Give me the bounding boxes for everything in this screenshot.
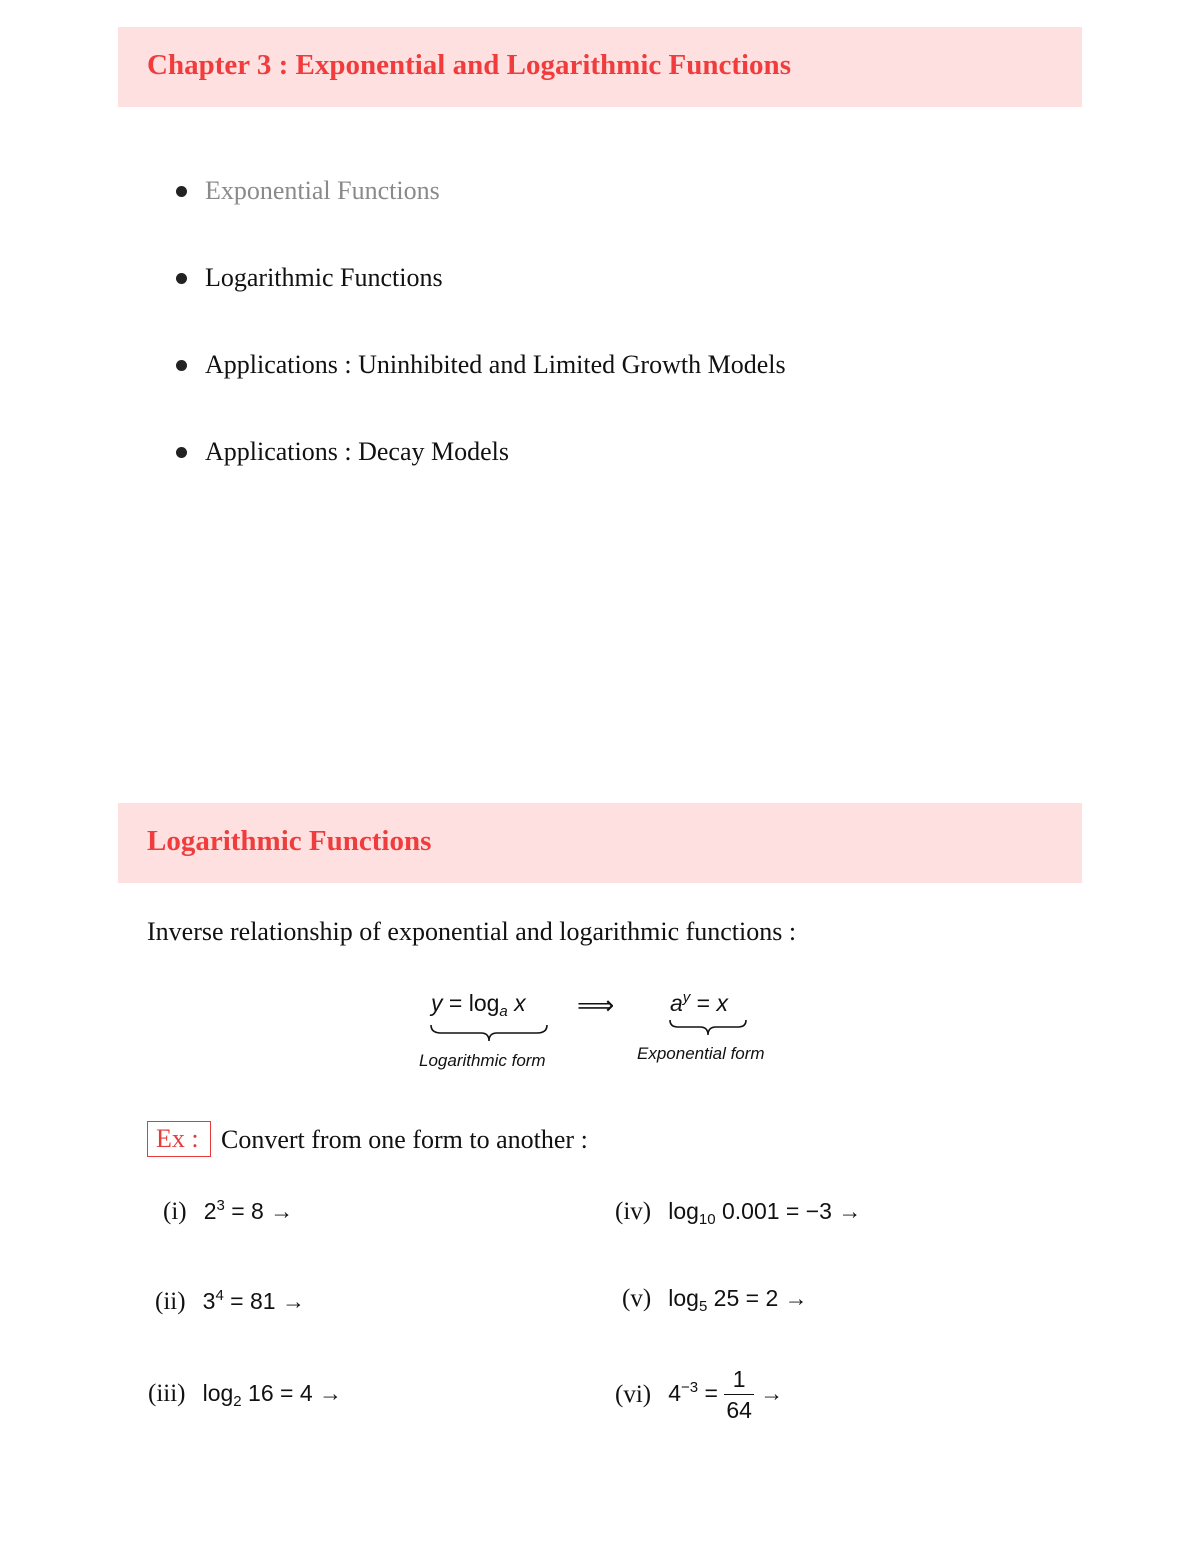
example-tag <box>147 1121 211 1157</box>
section-title: Logarithmic Functions <box>147 825 432 857</box>
log-form-brace-icon <box>429 1022 549 1044</box>
bullet-decay-models <box>176 437 509 467</box>
problem-iv <box>615 1198 861 1226</box>
exp-form-brace-icon <box>668 1017 748 1039</box>
bullet-label: Applications : Uninhibited and Limited Growth Models <box>205 350 786 379</box>
bullet-dot-icon <box>176 273 187 284</box>
problem-number: (i) <box>163 1198 187 1225</box>
problem-expression: $\log_5 25 = 2$ → <box>668 1285 808 1315</box>
bullet-logarithmic-functions <box>176 263 443 293</box>
bullet-dot-icon <box>176 360 187 371</box>
problem-iii <box>148 1380 342 1408</box>
bullet-label: Applications : Decay Models <box>205 437 509 466</box>
bullet-label: Exponential Functions <box>205 176 440 205</box>
log-form-label: Logarithmic form <box>419 1051 546 1070</box>
exp-form-label: Exponential form <box>637 1044 765 1063</box>
problem-number: (ii) <box>155 1288 186 1315</box>
bullet-growth-models <box>176 350 786 380</box>
problem-expression: $4^{-3}$ = $\frac{1}{64}$ → <box>668 1366 784 1423</box>
intro-text: Inverse relationship of exponential and logarithmic functions : <box>147 917 797 946</box>
problem-vi <box>615 1364 783 1425</box>
bullet-dot-icon <box>176 186 187 197</box>
problem-number: (v) <box>622 1285 652 1312</box>
section-header <box>118 803 1082 883</box>
log-form-equation: $y = \log_a x$ <box>431 990 526 1020</box>
bullet-label: Logarithmic Functions <box>205 263 443 292</box>
bullet-dot-icon <box>176 447 187 458</box>
problem-number: (iv) <box>615 1198 652 1225</box>
implies-arrow-icon: ⟹ <box>577 990 615 1020</box>
problem-expression: $2^3 = 8$ → <box>203 1197 294 1224</box>
problem-expression: $\log_{10} 0.001 = -3$ → <box>668 1198 862 1228</box>
problem-ii <box>155 1288 305 1316</box>
problem-number: (vi) <box>615 1380 652 1408</box>
bullet-exponential-functions <box>176 176 440 206</box>
exp-form-equation: $a^y = x$ <box>670 989 729 1016</box>
chapter-title: Chapter 3 : Exponential and Logarithmic Functions <box>147 49 791 81</box>
example-text: Convert from one form to another : <box>221 1125 588 1154</box>
problem-i <box>163 1198 293 1226</box>
chapter-header <box>118 27 1082 107</box>
example-tag-label: Ex : <box>156 1124 199 1153</box>
problem-v <box>622 1285 808 1313</box>
problem-expression: $\log_2 16 = 4$ → <box>202 1380 343 1410</box>
problem-expression: $3^4 = 81$ → <box>202 1287 305 1314</box>
problem-number: (iii) <box>148 1380 186 1407</box>
fraction: $\frac{1}{64}$ <box>726 1366 752 1423</box>
